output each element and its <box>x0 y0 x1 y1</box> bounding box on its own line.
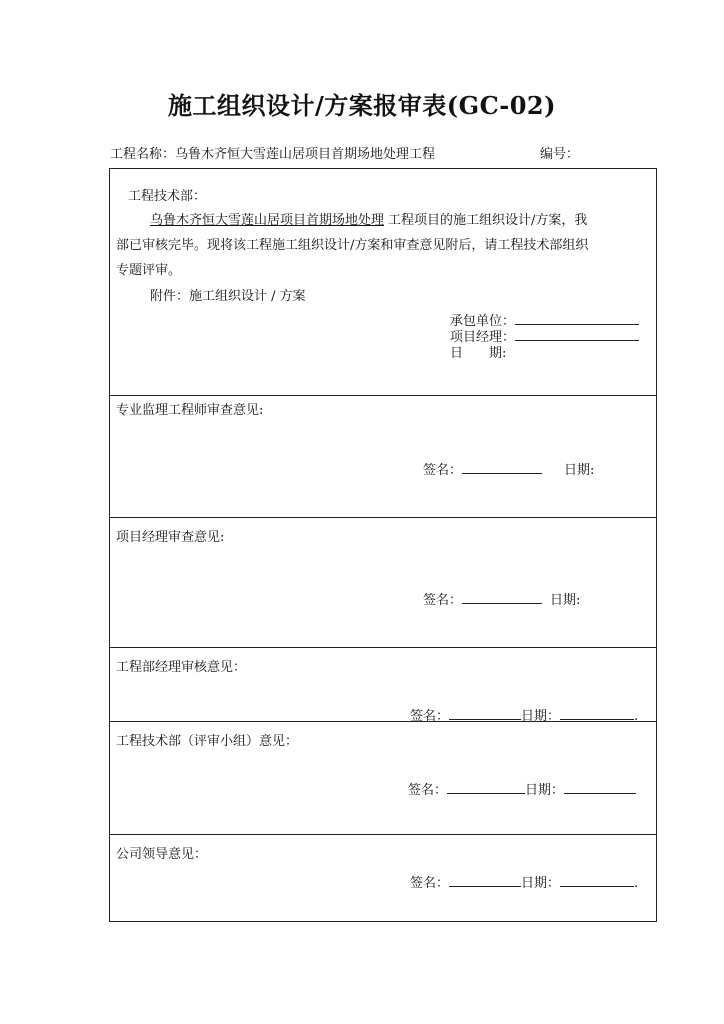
section-review-panel <box>110 721 656 834</box>
section4-sign-label: 签名： <box>410 709 450 724</box>
project-name: 乌鲁木齐恒大雪莲山居项目首期场地处理工程 <box>175 147 436 162</box>
contractor-label: 承包单位： <box>450 314 516 329</box>
code-label: 编号： <box>540 147 580 162</box>
project-manager-blank[interactable] <box>515 328 639 341</box>
section5-sign-label: 签名： <box>408 783 448 798</box>
section6-date-blank[interactable] <box>560 874 634 887</box>
section6-sign-label: 签名： <box>410 876 450 891</box>
section2-sign-field <box>423 459 594 478</box>
section3-heading: 项目经理审查意见: <box>116 530 225 545</box>
section4-sign-blank[interactable] <box>449 707 521 720</box>
section3-date-label: 日期: <box>550 593 581 608</box>
section2-heading: 专业监理工程师审查意见: <box>116 403 264 418</box>
section6-heading: 公司领导意见： <box>116 847 208 862</box>
section5-sign-blank[interactable] <box>447 781 525 794</box>
section1-paragraph-line3: 专题评审。 <box>116 263 182 278</box>
project-name-field <box>110 143 435 162</box>
project-manager-label: 项目经理： <box>450 330 516 345</box>
section-pm-review <box>110 517 656 647</box>
section-dept-manager-review <box>110 647 656 724</box>
section6-end-mark: . <box>634 876 639 891</box>
approval-form-table <box>109 168 657 922</box>
section5-date-blank[interactable] <box>564 781 636 794</box>
section5-heading: 工程技术部（评审小组）意见： <box>116 734 299 749</box>
section1-heading: 工程技术部： <box>128 189 207 204</box>
section4-end-mark: . <box>634 709 639 724</box>
section1-paragraph-line1 <box>150 209 587 228</box>
section3-sign-label: 签名： <box>423 593 463 608</box>
attachment-note: 附件：施工组织设计 / 方案 <box>150 289 306 304</box>
section6-date-label: 日期： <box>521 876 561 891</box>
section4-date-blank[interactable] <box>560 707 634 720</box>
section1-date-label: 日 期: <box>450 346 507 361</box>
section4-heading: 工程部经理审核意见： <box>116 660 247 675</box>
project-label: 工程名称： <box>110 147 176 162</box>
section3-sign-blank[interactable] <box>462 591 542 604</box>
section2-sign-blank[interactable] <box>462 461 542 474</box>
section-supervisor-review <box>110 395 656 517</box>
section2-sign-label: 签名： <box>423 463 463 478</box>
section6-sign-field <box>410 872 638 891</box>
paragraph-text-a: 工程项目的施工组织设计/方案，我 <box>388 213 588 228</box>
section1-paragraph-line2: 部已审核完毕。现将该工程施工组织设计/方案和审查意见附后，请工程技术部组织 <box>116 238 589 253</box>
section4-date-label: 日期： <box>521 709 561 724</box>
section5-date-label: 日期： <box>525 783 565 798</box>
form-header <box>110 143 658 161</box>
project-reference: 乌鲁木齐恒大雪莲山居项目首期场地处理 <box>150 213 385 228</box>
section6-sign-blank[interactable] <box>449 874 521 887</box>
section5-sign-field <box>408 779 636 798</box>
section3-sign-field <box>423 589 580 608</box>
section2-date-label: 日期: <box>564 463 595 478</box>
section-leadership <box>110 834 656 923</box>
section-tech-department <box>110 169 656 395</box>
contractor-blank[interactable] <box>515 312 639 325</box>
form-title: 施工组织设计/方案报审表(GC-02) <box>168 91 556 120</box>
